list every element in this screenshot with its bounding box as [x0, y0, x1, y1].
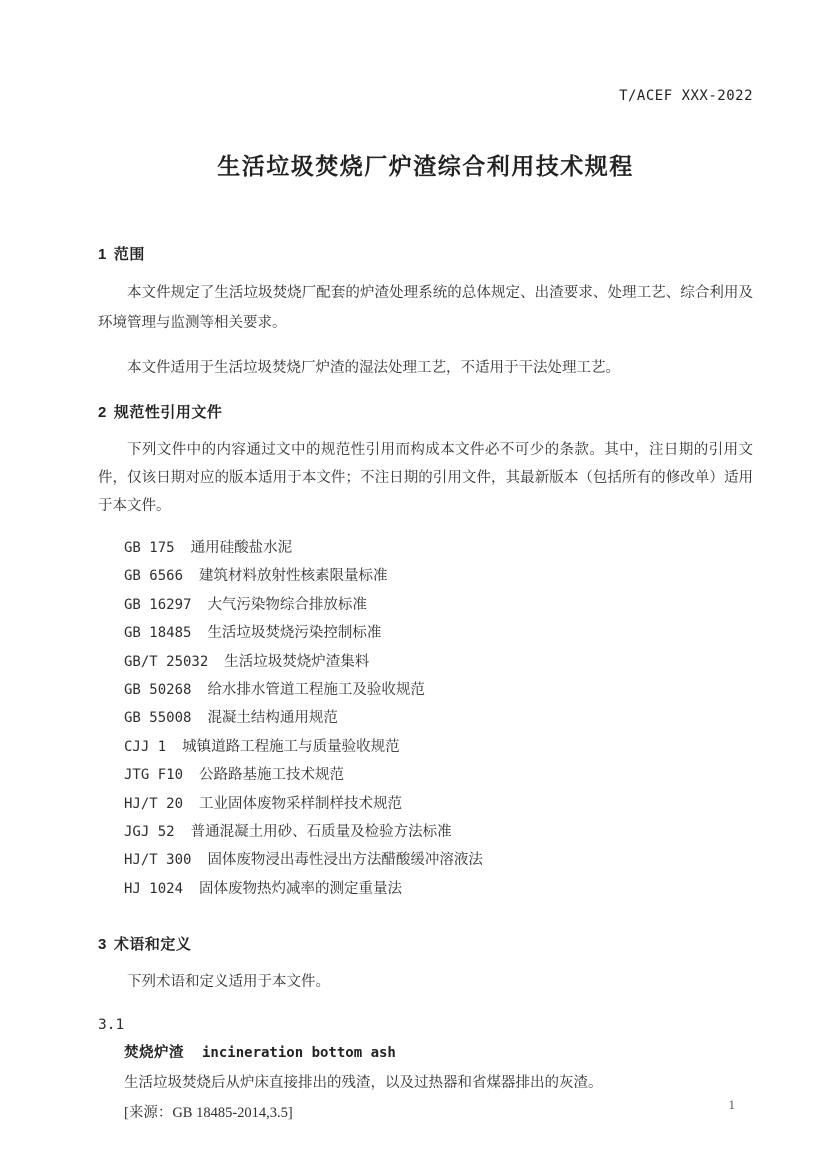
- section-2-intro-paragraph: 下列文件中的内容通过文中的规范性引用而构成本文件必不可少的条款。其中，注日期的引用文件，仅该日期对应的版本适用于本文件；不注日期的引用文件，其最新版本（包括所有的修改单）适用于本文件。: [98, 441, 753, 514]
- reference-item: [124, 676, 753, 704]
- section-1-number: 1: [98, 246, 107, 263]
- normative-reference-list: [98, 534, 753, 903]
- section-2-heading: [98, 401, 753, 422]
- reference-code: HJ/T 300: [124, 852, 192, 869]
- reference-code: GB 55008: [124, 710, 192, 727]
- reference-item: [124, 790, 753, 818]
- reference-title: 公路路基施工技术规范: [199, 767, 345, 784]
- section-1-paragraph-2: 本文件适用于生活垃圾焚烧厂炉渣的湿法处理工艺，不适用于干法处理工艺。: [127, 359, 620, 376]
- reference-code: GB 6566: [124, 568, 184, 585]
- reference-title: 大气污染物综合排放标准: [207, 596, 367, 613]
- reference-code: HJ/T 20: [124, 795, 184, 812]
- section-2-number: 2: [98, 403, 107, 421]
- reference-title: 建筑材料放射性核素限量标准: [199, 568, 388, 585]
- section-1-paragraph-1: 本文件规定了生活垃圾焚烧厂配套的炉渣处理系统的总体规定、出渣要求、处理工艺、综合利用及环境管理与监测等相关要求。: [98, 285, 753, 331]
- term-definition: 生活垃圾焚烧后从炉床直接排出的残渣，以及过热器和省煤器排出的灰渣。: [124, 1074, 603, 1091]
- reference-title: 生活垃圾焚烧炉渣集料: [224, 653, 370, 670]
- reference-code: GB 50268: [124, 682, 192, 699]
- reference-title: 生活垃圾焚烧污染控制标准: [207, 625, 382, 642]
- standard-reference-number: T/ACEF XXX-2022: [619, 88, 753, 104]
- reference-item: [124, 534, 753, 562]
- term-number: 3.1: [98, 1016, 125, 1033]
- reference-item: [124, 648, 753, 676]
- reference-item: [124, 846, 753, 874]
- reference-title: 固体废物浸出毒性浸出方法醋酸缓冲溶液法: [207, 852, 483, 869]
- reference-code: JGJ 52: [124, 824, 175, 841]
- reference-code: GB 18485: [124, 625, 192, 642]
- reference-item: [124, 761, 753, 789]
- term-source: [来源：GB 18485-2014,3.5]: [124, 1104, 293, 1121]
- section-3-number: 3: [98, 936, 107, 954]
- section-3-intro-paragraph: 下列术语和定义适用于本文件。: [127, 974, 330, 991]
- reference-item: [124, 818, 753, 846]
- section-1-title: 范围: [113, 246, 145, 263]
- reference-item: [124, 619, 753, 647]
- reference-code: GB 175: [124, 540, 175, 556]
- reference-title: 普通混凝土用砂、石质量及检验方法标准: [190, 824, 452, 841]
- reference-item: [124, 704, 753, 732]
- section-2-title: 规范性引用文件: [113, 403, 223, 421]
- reference-code: GB 16297: [124, 596, 192, 613]
- reference-code: JTG F10: [124, 767, 184, 784]
- section-3-title: 术语和定义: [113, 936, 192, 954]
- section-3-heading: [98, 933, 753, 954]
- reference-item: [124, 562, 753, 590]
- reference-title: 工业固体废物采样制样技术规范: [199, 795, 403, 812]
- reference-item: [124, 733, 753, 761]
- section-1-heading: [98, 243, 753, 264]
- reference-code: GB/T 25032: [124, 653, 209, 670]
- reference-code: HJ 1024: [124, 880, 184, 897]
- reference-item: [124, 591, 753, 619]
- reference-title: 混凝土结构通用规范: [207, 710, 338, 727]
- reference-code: CJJ 1: [124, 738, 167, 755]
- reference-title: 城镇道路工程施工与质量验收规范: [182, 738, 400, 755]
- term-name-en: incineration bottom ash: [202, 1044, 396, 1061]
- reference-title: 给水排水管道工程施工及验收规范: [207, 682, 425, 699]
- page-number: 1: [728, 1097, 735, 1112]
- term-name-zh: 焚烧炉渣: [124, 1044, 184, 1061]
- term-line: [98, 1039, 753, 1067]
- reference-title: 通用硅酸盐水泥: [190, 540, 293, 556]
- document-title: 生活垃圾焚烧厂炉渣综合利用技术规程: [217, 153, 634, 179]
- reference-title: 固体废物热灼减率的测定重量法: [199, 880, 403, 897]
- reference-item: [124, 875, 753, 903]
